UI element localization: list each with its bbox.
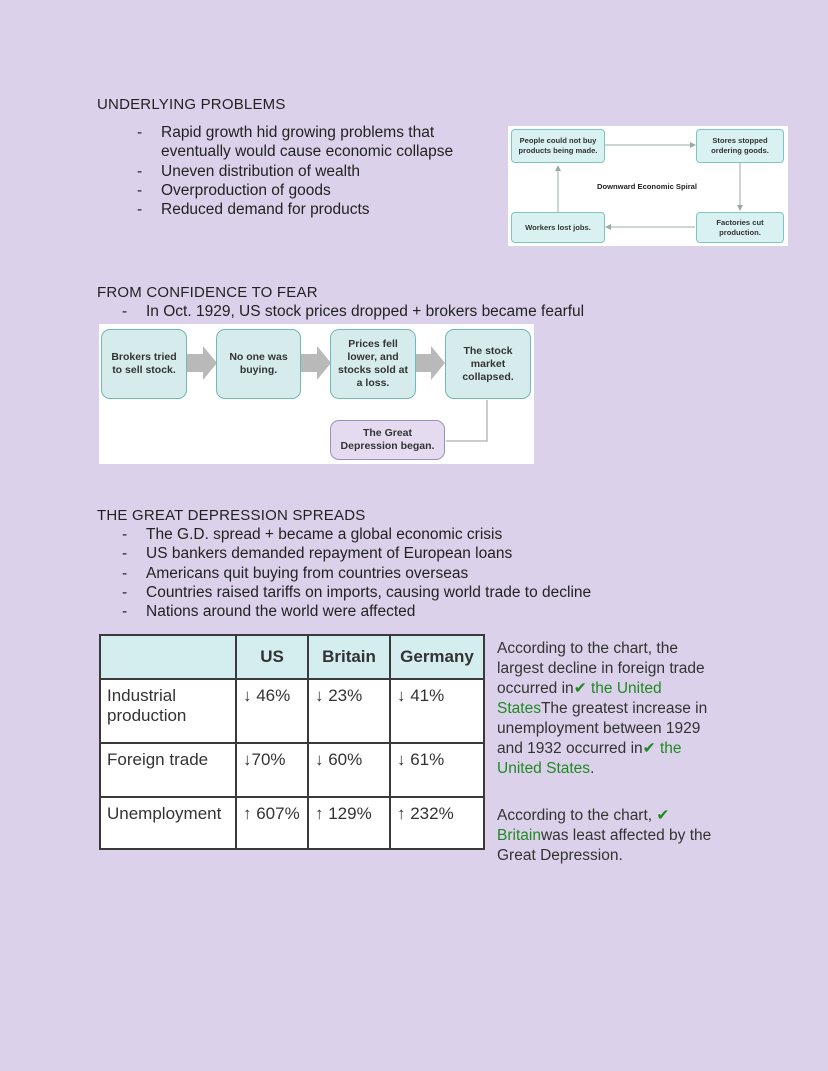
list-item: - Uneven distribution of wealth [137,162,497,181]
cell-value: ↓ 41% [390,679,484,743]
table-header-us: US [236,635,308,679]
cell-value: ↓ 46% [236,679,308,743]
question-1-text [497,639,727,779]
downward-spiral-diagram [508,126,788,246]
q1-answer: the United States [497,680,662,717]
cell-value: ↓ 60% [308,743,390,797]
q2-answer: Britain [497,827,541,844]
list-item: - Rapid growth hid growing problems that [137,123,497,142]
q1-middle: The greatest increase in unemployment between 1929 and 1932 occurred in [497,700,708,757]
row-label-unemployment: Unemployment [100,797,236,849]
spiral-box-cannot-buy: People could not buy products being made. [511,129,605,163]
cell-value: ↓ 61% [390,743,484,797]
list-item: - Countries raised tariffs on imports, causing world trade to decline [122,583,742,602]
flow-step-brokers-sell: Brokers tried to sell stock. [101,329,187,399]
table-header-blank [100,635,236,679]
checkmark-icon: ✔ [573,680,587,697]
section-heading-underlying-problems: UNDERLYING PROBLEMS [97,96,286,113]
cell-value: ↑ 607% [236,797,308,849]
section-heading-depression-spreads: THE GREAT DEPRESSION SPREADS [97,507,366,524]
question-2-text [497,806,727,866]
q1-answer-2: the United States [497,740,682,777]
list-item: - In Oct. 1929, US stock prices dropped + brokers became fearful [122,302,742,321]
underlying-problems-list [137,123,497,219]
flow-step-prices-fell: Prices fell lower, and stocks sold at a loss. [330,329,416,399]
table-row [100,679,484,743]
cell-value: ↑ 232% [390,797,484,849]
checkmark-icon: ✔ [656,807,670,824]
row-label-industrial: Industrial production [100,679,236,743]
table-header-row [100,635,484,679]
list-item: - Overproduction of goods [137,181,497,200]
table-header-germany: Germany [390,635,484,679]
table-header-britain: Britain [308,635,390,679]
spiral-box-workers-lost: Workers lost jobs. [511,212,605,243]
stock-crash-flowchart [99,324,534,464]
list-item: - Nations around the world were affected [122,602,742,621]
flow-step-no-buyers: No one was buying. [216,329,301,399]
list-item-continuation: eventually would cause economic collapse [161,143,454,161]
flow-result-great-depression: The Great Depression began. [330,420,445,460]
spiral-title: Downward Economic Spiral [597,182,698,191]
cell-value: ↑ 129% [308,797,390,849]
table-row [100,797,484,849]
q1-prefix: According to the chart, the largest decline in foreign trade occurred in [497,640,705,697]
section-heading-confidence-to-fear: FROM CONFIDENCE TO FEAR [97,284,318,301]
table-row [100,743,484,797]
list-item: - Americans quit buying from countries overseas [122,564,742,583]
list-item: - US bankers demanded repayment of European loans [122,544,742,563]
checkmark-icon: ✔ [642,740,656,757]
depression-impact-table [99,634,485,850]
cell-value: ↓70% [236,743,308,797]
q2-prefix: According to the chart, [497,807,653,824]
confidence-to-fear-list [122,302,742,321]
list-item: - The G.D. spread + became a global economic crisis [122,525,742,544]
spiral-box-stores-stopped: Stores stopped ordering goods. [696,129,784,163]
q2-suffix: was least affected by the Great Depression. [497,827,712,864]
cell-value: ↓ 23% [308,679,390,743]
flow-step-market-collapsed: The stock market collapsed. [445,329,531,399]
depression-spreads-list [122,525,742,621]
row-label-foreign-trade: Foreign trade [100,743,236,797]
q1-suffix: . [590,760,595,777]
list-item: - Reduced demand for products [137,200,497,219]
spiral-box-factories-cut: Factories cut production. [696,212,784,243]
